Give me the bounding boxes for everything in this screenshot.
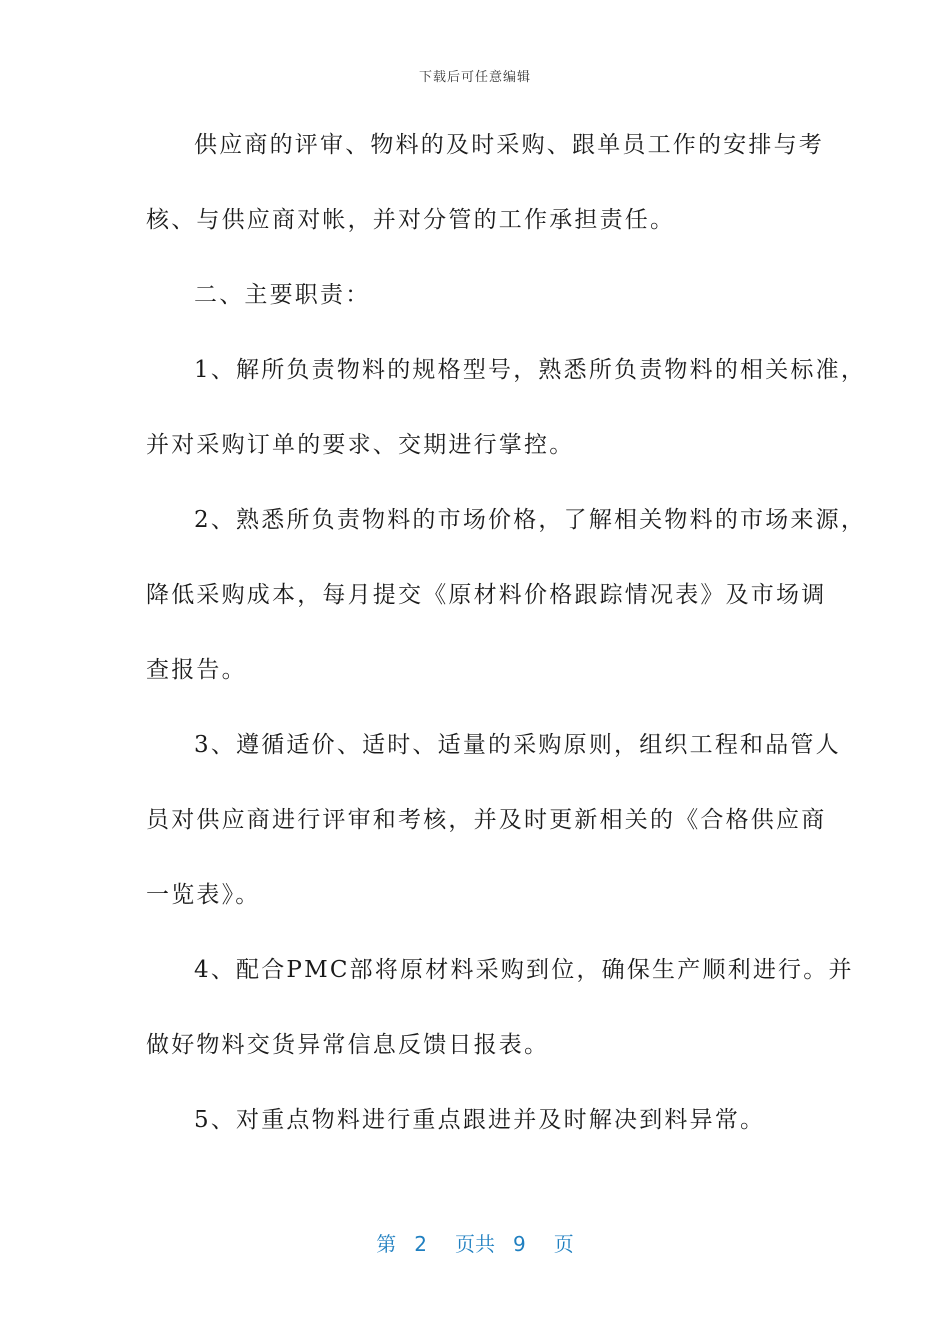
text-line: 并对采购订单的要求、交期进行掌控。 — [146, 432, 575, 458]
text-line: 4、配合PMC部将原材料采购到位，确保生产顺利进行。并 — [194, 957, 854, 983]
header-note: 下载后可任意编辑 — [418, 70, 531, 85]
text-line: 一览表》。 — [146, 882, 261, 908]
page-current: 2 — [414, 1232, 427, 1256]
text-line: 5、对重点物料进行重点跟进并及时解决到料异常。 — [194, 1107, 766, 1133]
text-line: 做好物料交货异常信息反馈日报表。 — [146, 1032, 550, 1058]
page-label-prefix: 第 — [376, 1232, 397, 1256]
text-line: 3、遵循适价、适时、适量的采购原则，组织工程和品管人 — [194, 732, 841, 758]
section-heading: 二、主要职责： — [194, 282, 371, 308]
text-line: 员对供应商进行评审和考核，并及时更新相关的《合格供应商 — [146, 807, 827, 833]
text-line: 查报告。 — [146, 657, 247, 683]
text-line: 2、熟悉所负责物料的市场价格，了解相关物料的市场来源， — [194, 507, 867, 533]
page-label-suffix: 页 — [553, 1232, 574, 1256]
text-line: 供应商的评审、物料的及时采购、跟单员工作的安排与考 — [194, 132, 824, 158]
text-line: 核、与供应商对帐，并对分管的工作承担责任。 — [146, 207, 676, 233]
page-number-footer — [0, 1228, 950, 1257]
text-line: 1、解所负责物料的规格型号，熟悉所负责物料的相关标准， — [194, 357, 867, 383]
page-label-mid: 页共 — [455, 1232, 495, 1256]
text-line: 降低采购成本，每月提交《原材料价格跟踪情况表》及市场调 — [146, 582, 827, 608]
page-total: 9 — [513, 1232, 526, 1256]
